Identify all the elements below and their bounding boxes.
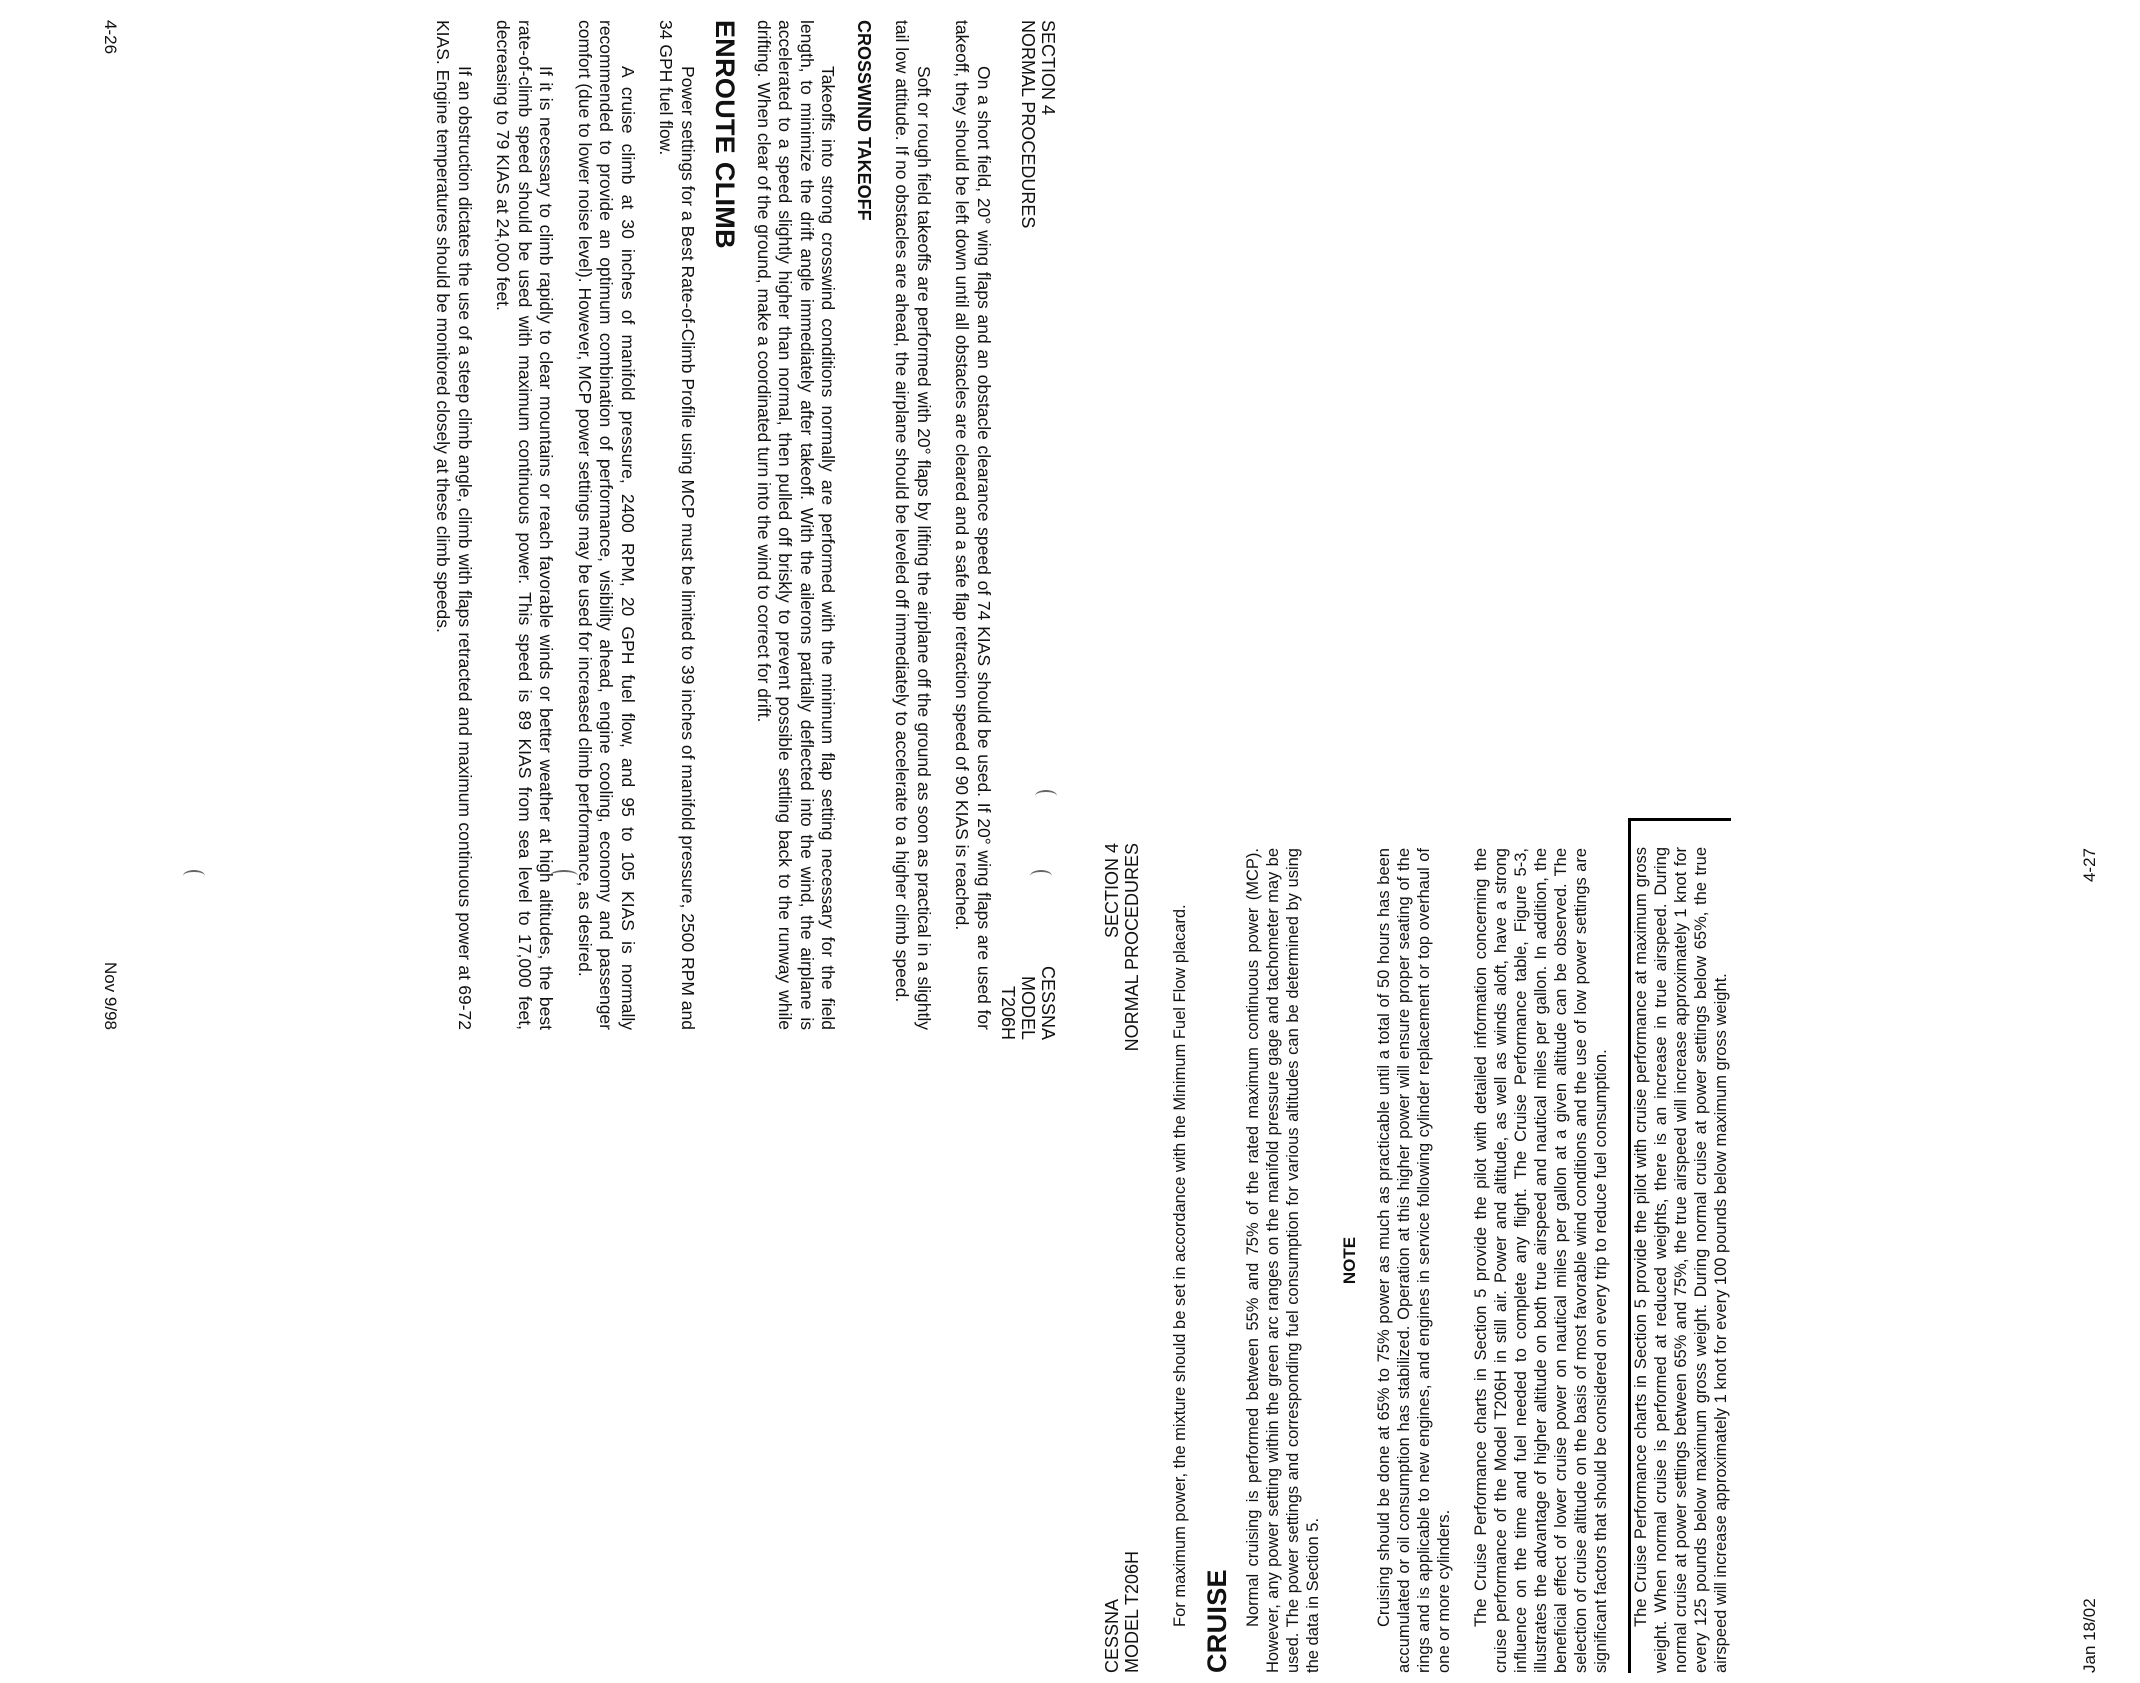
crosswind-takeoff-heading: CROSSWIND TAKEOFF [854, 20, 874, 221]
left-header-model-name: MODEL T206H [998, 975, 1038, 1040]
right-footer [2080, 848, 2100, 1673]
right-header-make-block [1102, 1551, 1142, 1673]
soft-field-paragraph: Soft or rough field takeoffs are performed with 20° flaps by lifting the airplane off the ground as soon as practical in a slightly tail low attitude. If no obstacles are ahead, the airplane should be leveled off immediately to accelerate to a higher climb speed. [892, 20, 934, 1030]
enroute-paragraph-4: If an obstruction dictates the use of a steep climb angle, climb with flaps retracted and maximum continuous power at 69-72 KIAS. Engine temperatures should be monitored closely at these climb speeds. [433, 20, 475, 1030]
enroute-paragraph-3: If it is necessary to climb rapidly to clear mountains or reach favorable winds or better weather at high altitudes, the best rate-of-climb speed should be used with maximum continuous power. This speed is 89 KIAS from sea level to 17,000 feet, decreasing to 79 KIAS at 24,000 feet. [493, 20, 557, 1030]
right-header-make-text: CESSNA [1102, 1598, 1122, 1673]
right-header-section [1102, 843, 1142, 1051]
scan-mark [183, 870, 205, 882]
short-field-paragraph: On a short field, 20° wing flaps and an obstacle clearance speed of 74 KIAS should be used. If 20° wing flaps are used for takeoff, they should be left down until all obstacles are cleared and a safe flap retraction speed of 90 KIAS is reached. [952, 20, 994, 1030]
cruise-paragraph-2: The Cruise Performance charts in Section 5 provide the pilot with detailed information concerning the cruise performance of the Model T206H in still air. Power and altitude, as well as winds aloft, have a strong influence on the time and fuel needed to complete any flight. The Cruise Performance table, Figure 5-3, illustrates the advantage of higher altitude on both true airspeed and nautical miles per gallon. In addition, the beneficial effect of lower cruise power on nautical miles per gallon at a given altitude can be observed. The selection of cruise altitude on the basis of most favorable wind conditions and the use of low power settings are significant factors that should be considered on every trip to reduce fuel consumption. [1472, 848, 1610, 1673]
left-body [415, 20, 994, 1030]
scan-mark [550, 870, 578, 882]
left-header-section-title: NORMAL PROCEDURES [1018, 20, 1038, 229]
right-body [1170, 848, 1748, 1673]
enroute-climb-heading: ENROUTE CLIMB [710, 20, 741, 249]
left-page [0, 0, 1080, 1100]
note-text: Cruising should be done at 65% to 75% power as much as practicable until a total of 50 hours has been accumulated or oil consumption has stabilized. Operation at this higher power will ensure proper seating of the rings and is applicable to new engines, and engines in service following cylinder replacement or top overhaul of one or more cylinders. [1375, 848, 1453, 1673]
left-header-section-number: SECTION 4 [1038, 20, 1058, 116]
right-revision-date: Jan 18/02 [2080, 1598, 2099, 1673]
right-page-body [1080, 833, 2140, 1683]
right-header-section-number: SECTION 4 [1102, 843, 1122, 939]
cruise-paragraph-3: The Cruise Performance charts in Section 5 provide the pilot with cruise performance at maximum gross weight. When normal cruise is performed at reduced weights, there is an increase in true airspeed. During normal cruise at power settings between 65% and 75%, the true airspeed will increase approximately 1 knot for every 125 pounds below maximum gross weight. During normal cruise at power settings below 65%, the true airspeed will increase approximately 1 knot for every 100 pounds below maximum gross weight. [1628, 818, 1731, 1673]
cruise-paragraph-1: Normal cruising is performed between 55% and 75% of the rated maximum continuous power (MCP). However, any power setting within the green arc ranges on the manifold pressure gage and tachometer may be used. The power settings and corresponding fuel consumption for various altitudes can be determined by using the data in Section 5. [1244, 848, 1322, 1673]
enroute-paragraph-2: A cruise climb at 30 inches of manifold pressure, 2400 RPM, 20 GPH fuel flow, and 95 to 105 KIAS is normally recommended to provide an optimum combination of performance, visibility ahead, engine cooling, economy and passenger comfort (due to lower noise level). However, MCP power settings may be used for increased climb performance, as desired. [575, 20, 638, 1030]
left-header-make: CESSNA [1038, 965, 1058, 1040]
note-heading: NOTE [1340, 1236, 1359, 1285]
crosswind-paragraph: Takeoffs into strong crosswind conditions normally are performed with the minimum flap setting necessary for the field length, to minimize the drift angle immediately after takeoff. With the ailerons partially deflected into the wind, the airplane is accelerated to a speed slightly higher than normal, then pulled off briskly to prevent possible settling back to the runway while drifting. When clear of the ground, make a coordinated turn into the wind to correct for drift. [754, 20, 839, 1030]
left-page-number: 4-26 [101, 20, 120, 55]
left-header-model [998, 920, 1058, 1040]
right-header-model-text: MODEL T206H [1122, 1550, 1142, 1673]
mixture-paragraph: For maximum power, the mixture should be set in accordance with the Minimum Fuel Flow placard. [1171, 904, 1189, 1627]
cruise-heading: CRUISE [1202, 1569, 1232, 1673]
enroute-paragraph-1: Power settings for a Best Rate-of-Climb Profile using MCP must be limited to 39 inches of manifold pressure, 2500 RPM and 34 GPH fuel flow. [656, 20, 698, 1030]
left-revision-date: Nov 9/98 [101, 961, 120, 1030]
right-header-section-title: NORMAL PROCEDURES [1122, 843, 1142, 1052]
left-footer [100, 20, 120, 1030]
scan-mark [1035, 790, 1057, 802]
right-page-number: 4-27 [2080, 848, 2099, 883]
left-header-section [1018, 20, 1058, 228]
scan-mark [1030, 870, 1052, 882]
